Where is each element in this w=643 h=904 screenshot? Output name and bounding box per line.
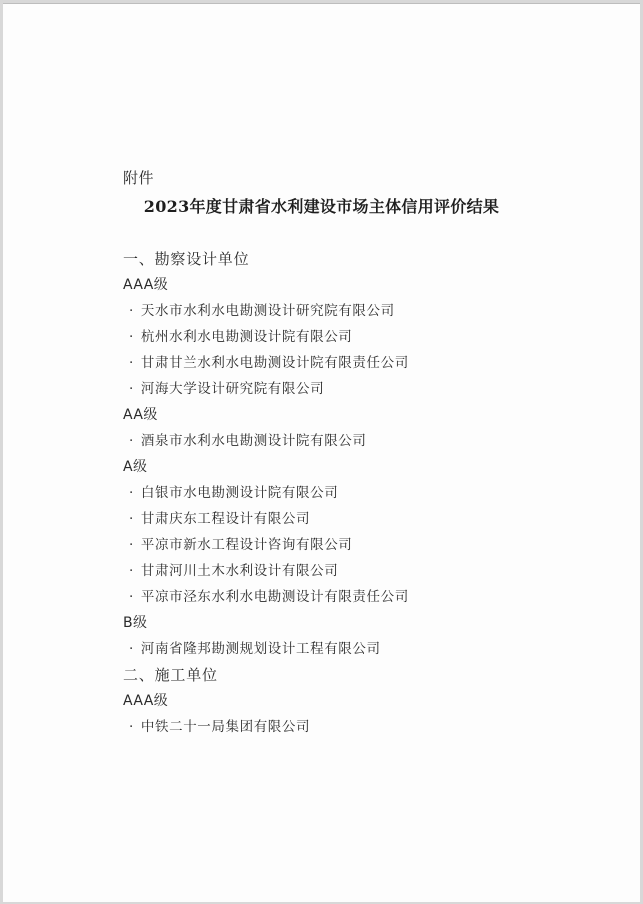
company-name: 杭州水利水电勘测设计院有限公司 <box>140 329 353 345</box>
company-name: 甘肃河川土木水利设计有限公司 <box>140 563 339 579</box>
list-item <box>123 298 603 324</box>
list-item <box>123 350 603 376</box>
list-item <box>123 324 603 350</box>
bullet-icon: · <box>129 485 134 501</box>
list-item <box>123 636 603 662</box>
grade-heading: A级 <box>123 459 148 475</box>
bullet-icon: · <box>129 355 134 371</box>
bullet-icon: · <box>129 563 134 579</box>
company-name: 平凉市新水工程设计咨询有限公司 <box>140 537 353 553</box>
list-item <box>123 506 603 532</box>
bullet-icon: · <box>129 511 134 527</box>
attachment-label: 附件 <box>123 169 155 187</box>
company-name: 河海大学设计研究院有限公司 <box>140 381 325 397</box>
section-heading: 一、勘察设计单位 <box>123 250 250 268</box>
grade-heading: AAA级 <box>123 693 169 709</box>
list-item <box>123 714 603 740</box>
list-item <box>123 584 603 610</box>
company-name: 平凉市泾东水利水电勘测设计有限责任公司 <box>140 589 409 605</box>
grade-heading: B级 <box>123 615 148 631</box>
bullet-icon: · <box>129 641 134 657</box>
section-heading: 二、施工单位 <box>123 666 218 684</box>
document-body <box>123 246 603 740</box>
document-page <box>3 3 640 902</box>
bullet-icon: · <box>129 381 134 397</box>
list-item <box>123 428 603 454</box>
bullet-icon: · <box>129 537 134 553</box>
company-name: 白银市水电勘测设计院有限公司 <box>140 485 339 501</box>
company-name: 河南省隆邦勘测规划设计工程有限公司 <box>140 641 381 657</box>
grade-heading: AAA级 <box>123 277 169 293</box>
company-name: 酒泉市水利水电勘测设计院有限公司 <box>140 433 367 449</box>
bullet-icon: · <box>129 433 134 449</box>
company-name: 中铁二十一局集团有限公司 <box>140 719 311 735</box>
company-name: 天水市水利水电勘测设计研究院有限公司 <box>140 303 395 319</box>
company-name: 甘肃甘兰水利水电勘测设计院有限责任公司 <box>140 355 409 371</box>
bullet-icon: · <box>129 589 134 605</box>
list-item <box>123 558 603 584</box>
bullet-icon: · <box>129 719 134 735</box>
document-title: 2023年度甘肃省水利建设市场主体信用评价结果 <box>143 197 500 216</box>
bullet-icon: · <box>129 329 134 345</box>
list-item <box>123 480 603 506</box>
bullet-icon: · <box>129 303 134 319</box>
grade-heading: AA级 <box>123 407 158 423</box>
list-item <box>123 532 603 558</box>
list-item <box>123 376 603 402</box>
company-name: 甘肃庆东工程设计有限公司 <box>140 511 311 527</box>
